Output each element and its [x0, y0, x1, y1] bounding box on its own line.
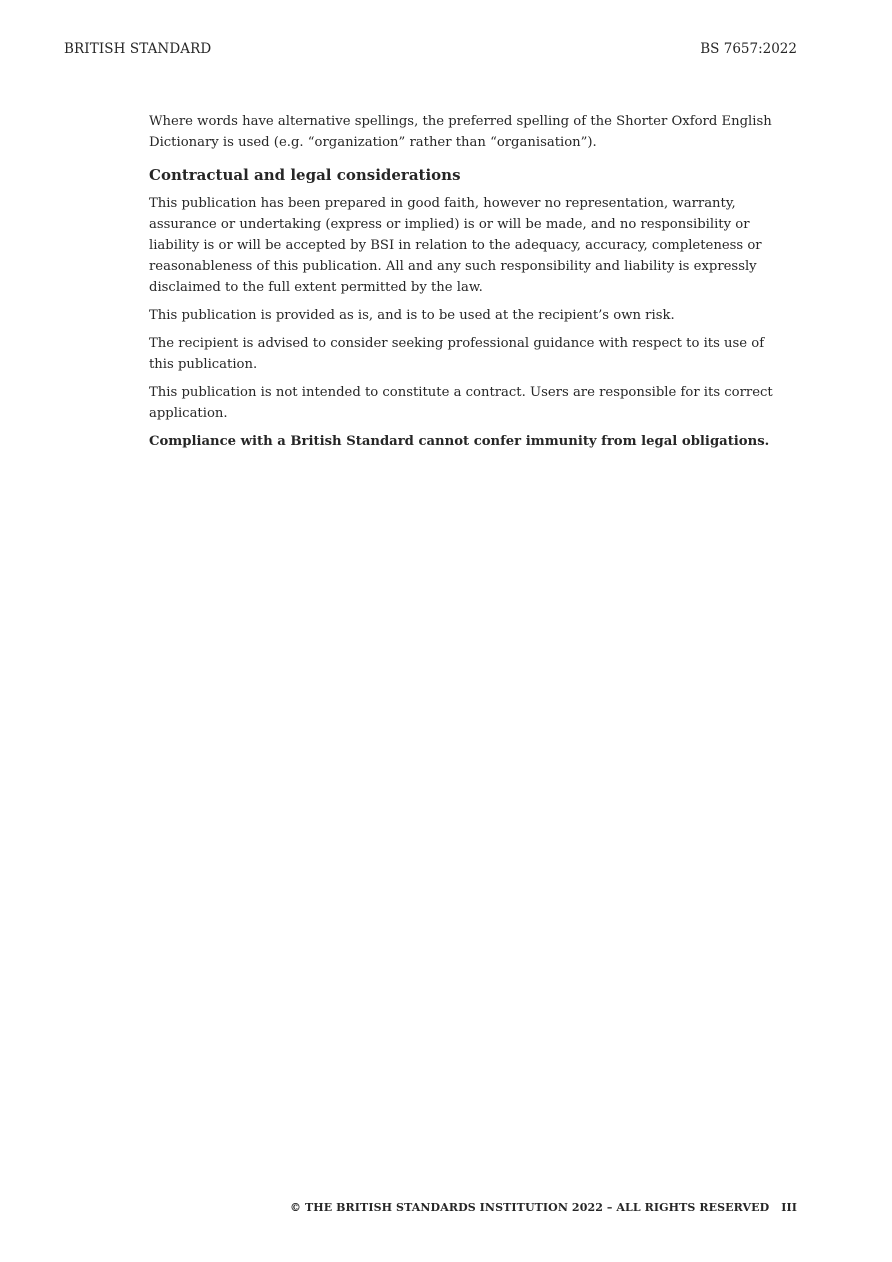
running-head-standard-type: BRITISH STANDARD: [64, 41, 212, 57]
page-number: III: [781, 1201, 797, 1214]
running-head-standard-number: BS 7657:2022: [700, 41, 797, 57]
paragraph-as-is: This publication is provided as is, and is to be used at the recipient’s own risk.: [149, 308, 675, 323]
document-body: [149, 111, 779, 459]
paragraph-guidance: The recipient is advised to consider seeking professional guidance with respect to its use of this publication.: [149, 336, 765, 372]
page-footer: [290, 1201, 797, 1214]
paragraph-compliance: Compliance with a British Standard cannot confer immunity from legal obligations.: [149, 434, 770, 449]
paragraph-contract: This publication is not intended to constitute a contract. Users are responsible for its correct application.: [149, 385, 773, 421]
copyright-notice: © THE BRITISH STANDARDS INSTITUTION 2022 – ALL RIGHTS RESERVED: [289, 1201, 770, 1214]
paragraph-spelling: Where words have alternative spellings, the preferred spelling of the Shorter Oxford English Dictionary is used (e.g. “organization” rather than “organisation”).: [149, 114, 772, 150]
paragraph-good-faith: This publication has been prepared in good faith, however no representation, warranty, assurance or undertaking (express or implied) is or will be made, and no responsibility or liability is or will be accepted by BSI in relation to the adequacy, accuracy, completeness or reasonableness of this publication. All and any such responsibility and liability is expressly disclaimed to the full extent permitted by the law.: [149, 196, 762, 295]
section-heading-contractual: Contractual and legal considerations: [149, 166, 461, 184]
